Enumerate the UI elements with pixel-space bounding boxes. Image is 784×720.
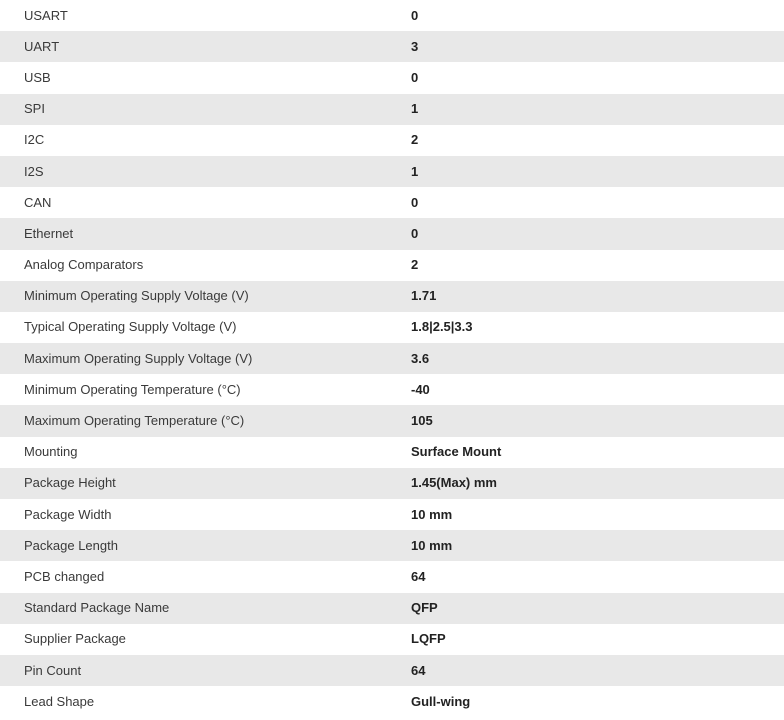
spec-row-standard-package-name	[0, 593, 784, 624]
spec-label: Maximum Operating Temperature (°C)	[24, 413, 245, 429]
spec-row-pin-count	[0, 655, 784, 686]
spec-value: 2	[411, 257, 419, 273]
spec-label: Ethernet	[24, 225, 74, 241]
spec-label: Maximum Operating Supply Voltage (V)	[24, 350, 253, 366]
spec-label: SPI	[24, 101, 45, 117]
spec-value: 3	[411, 38, 419, 54]
spec-row-usart	[0, 0, 784, 31]
spec-value: 1	[411, 163, 419, 179]
spec-label: UART	[24, 38, 60, 54]
spec-row-mounting	[0, 437, 784, 468]
spec-value: 0	[411, 7, 419, 23]
spec-label: Package Width	[24, 506, 112, 522]
spec-label: USB	[24, 69, 51, 85]
spec-label: I2C	[24, 132, 45, 148]
spec-row-max-temperature	[0, 405, 784, 436]
spec-row-analog-comparators	[0, 250, 784, 281]
spec-row-typ-supply-voltage	[0, 312, 784, 343]
spec-label: Minimum Operating Supply Voltage (V)	[24, 288, 249, 304]
spec-row-min-temperature	[0, 374, 784, 405]
spec-value: LQFP	[411, 631, 446, 647]
spec-row-ethernet	[0, 218, 784, 249]
spec-value: 1.71	[411, 288, 437, 304]
spec-value: 10 mm	[411, 537, 453, 553]
spec-label: Lead Shape	[24, 693, 95, 709]
spec-label: Package Length	[24, 537, 118, 553]
spec-row-package-width	[0, 499, 784, 530]
spec-label: Pin Count	[24, 662, 82, 678]
spec-row-supplier-package	[0, 624, 784, 655]
spec-value: 2	[411, 132, 419, 148]
spec-value: Gull-wing	[411, 693, 471, 709]
spec-value: Surface Mount	[411, 444, 502, 460]
spec-row-uart	[0, 31, 784, 62]
spec-value: 0	[411, 194, 419, 210]
spec-value: QFP	[411, 600, 438, 616]
spec-label: Typical Operating Supply Voltage (V)	[24, 319, 237, 335]
spec-value: 64	[411, 568, 426, 584]
spec-label: USART	[24, 7, 68, 23]
spec-label: Minimum Operating Temperature (°C)	[24, 381, 241, 397]
spec-value: 1.45(Max) mm	[411, 475, 497, 491]
spec-row-can	[0, 187, 784, 218]
spec-label: Supplier Package	[24, 631, 126, 647]
spec-row-spi	[0, 94, 784, 125]
spec-value: 0	[411, 225, 419, 241]
spec-label: CAN	[24, 194, 52, 210]
spec-row-usb	[0, 62, 784, 93]
spec-value: -40	[411, 381, 430, 397]
spec-row-package-height	[0, 468, 784, 499]
spec-row-lead-shape	[0, 686, 784, 717]
spec-row-max-supply-voltage	[0, 343, 784, 374]
spec-row-package-length	[0, 530, 784, 561]
spec-row-pcb-changed	[0, 561, 784, 592]
spec-label: Standard Package Name	[24, 600, 170, 616]
spec-value: 10 mm	[411, 506, 453, 522]
spec-value: 1	[411, 101, 419, 117]
spec-row-i2c	[0, 125, 784, 156]
spec-value: 0	[411, 69, 419, 85]
spec-row-min-supply-voltage	[0, 281, 784, 312]
spec-value: 105	[411, 413, 433, 429]
spec-value: 3.6	[411, 350, 430, 366]
spec-label: Package Height	[24, 475, 116, 491]
spec-label: Mounting	[24, 444, 78, 460]
spec-value: 1.8|2.5|3.3	[411, 319, 473, 335]
spec-label: PCB changed	[24, 568, 105, 584]
spec-label: Analog Comparators	[24, 257, 144, 273]
spec-label: I2S	[24, 163, 44, 179]
spec-value: 64	[411, 662, 426, 678]
spec-row-i2s	[0, 156, 784, 187]
